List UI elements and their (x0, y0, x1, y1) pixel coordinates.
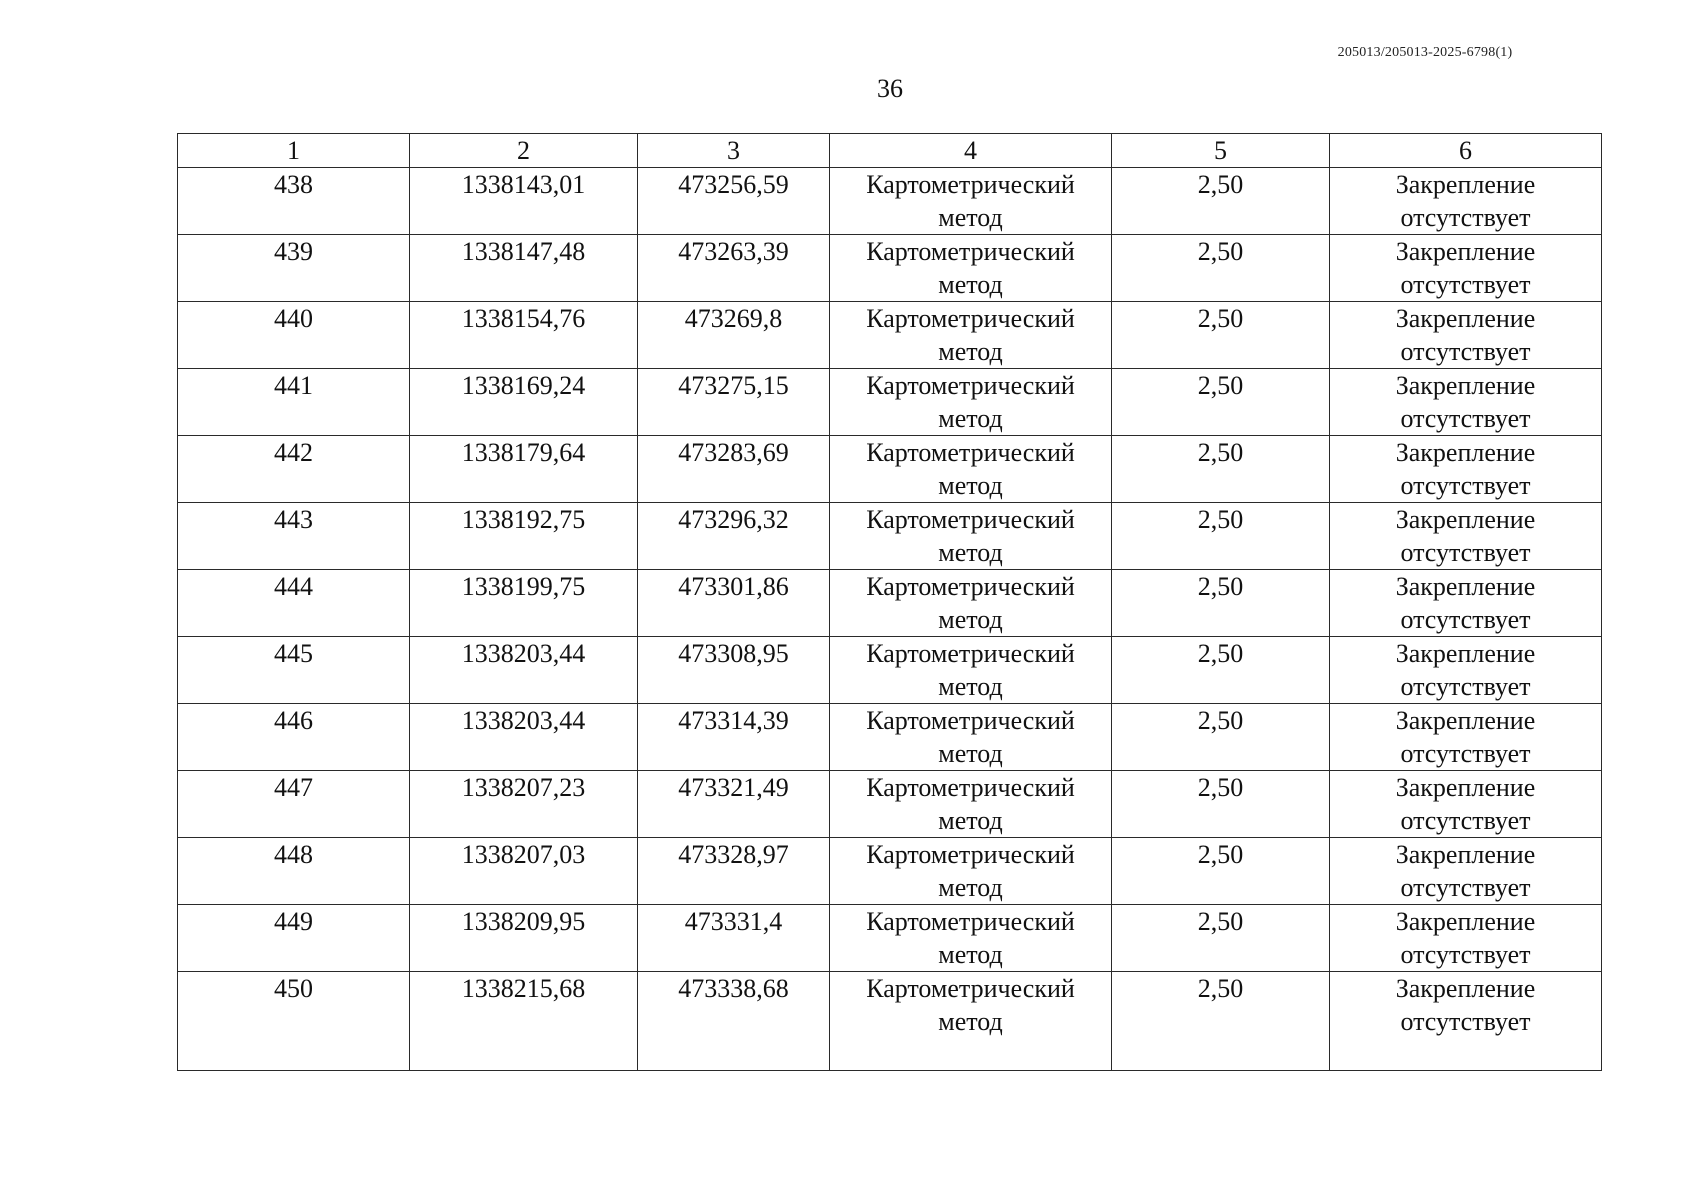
table-row (178, 838, 1602, 905)
y-coordinate-cell-text: 473331,4 (684, 907, 783, 936)
x-coordinate-cell-text: 1338192,75 (461, 505, 586, 534)
coordinates-table (177, 133, 1602, 1071)
point-number-cell-text: 450 (274, 974, 313, 1003)
accuracy-cell-text: 2,50 (1197, 773, 1244, 802)
y-coordinate-cell-text: 473296,32 (678, 505, 789, 534)
method-cell-text: Картометрический (866, 706, 1075, 735)
table-header-row (178, 134, 1602, 168)
y-coordinate-cell (638, 369, 830, 436)
document-id: 205013/205013-2025-6798(1) (1337, 45, 1513, 60)
table-row (178, 436, 1602, 503)
accuracy-cell-text: 2,50 (1197, 438, 1244, 467)
point-number-cell-text: 438 (274, 170, 313, 199)
method-cell-text: метод (938, 806, 1003, 835)
table-row (178, 369, 1602, 436)
fixing-description-cell (1330, 168, 1602, 235)
fixing-description-cell (1330, 838, 1602, 905)
y-coordinate-cell (638, 771, 830, 838)
y-coordinate-cell (638, 905, 830, 972)
point-number-cell-text: 446 (274, 706, 313, 735)
fixing-description-cell (1330, 302, 1602, 369)
y-coordinate-cell-text: 473338,68 (678, 974, 789, 1003)
accuracy-cell-text: 2,50 (1197, 170, 1244, 199)
point-number-cell-text: 442 (274, 438, 313, 467)
y-coordinate-cell (638, 436, 830, 503)
x-coordinate-cell-text: 1338203,44 (461, 706, 586, 735)
method-cell-text: Картометрический (866, 840, 1075, 869)
method-cell-text: Картометрический (866, 974, 1075, 1003)
y-coordinate-cell-text: 473275,15 (678, 371, 789, 400)
point-number-cell (178, 637, 410, 704)
accuracy-cell (1112, 503, 1330, 570)
fixing-description-cell-text: отсутствует (1400, 538, 1531, 567)
accuracy-cell (1112, 972, 1330, 1071)
point-number-cell (178, 570, 410, 637)
method-cell (830, 704, 1112, 771)
fixing-description-cell (1330, 637, 1602, 704)
method-cell-text: Картометрический (866, 907, 1075, 936)
method-cell (830, 168, 1112, 235)
x-coordinate-cell (410, 570, 638, 637)
method-cell-text: Картометрический (866, 170, 1075, 199)
fixing-description-cell-text: Закрепление (1395, 974, 1536, 1003)
point-number-cell-text: 445 (274, 639, 313, 668)
fixing-description-cell (1330, 704, 1602, 771)
accuracy-cell (1112, 436, 1330, 503)
method-cell (830, 369, 1112, 436)
x-coordinate-cell-text: 1338215,68 (461, 974, 586, 1003)
method-cell-text: метод (938, 1007, 1003, 1036)
fixing-description-cell-text: Закрепление (1395, 170, 1536, 199)
point-number-cell-text: 443 (274, 505, 313, 534)
fixing-description-cell-text: отсутствует (1400, 940, 1531, 969)
method-cell-text: Картометрический (866, 237, 1075, 266)
accuracy-cell (1112, 235, 1330, 302)
method-cell-text: Картометрический (866, 639, 1075, 668)
accuracy-cell-text: 2,50 (1197, 304, 1244, 333)
x-coordinate-cell-text: 1338199,75 (461, 572, 586, 601)
table-row (178, 168, 1602, 235)
accuracy-cell-text: 2,50 (1197, 371, 1244, 400)
point-number-cell (178, 235, 410, 302)
x-coordinate-cell-text: 1338179,64 (461, 438, 586, 467)
x-coordinate-cell (410, 704, 638, 771)
method-cell-text: метод (938, 270, 1003, 299)
fixing-description-cell (1330, 235, 1602, 302)
accuracy-cell (1112, 168, 1330, 235)
method-cell (830, 905, 1112, 972)
fixing-description-cell-text: Закрепление (1395, 505, 1536, 534)
column-header: 5 (1112, 134, 1330, 168)
accuracy-cell (1112, 302, 1330, 369)
point-number-cell-text: 439 (274, 237, 313, 266)
method-cell-text: метод (938, 940, 1003, 969)
table-row (178, 972, 1602, 1071)
point-number-cell-text: 444 (274, 572, 313, 601)
table-body (178, 168, 1602, 1071)
x-coordinate-cell (410, 771, 638, 838)
point-number-cell (178, 704, 410, 771)
accuracy-cell-text: 2,50 (1197, 840, 1244, 869)
method-cell (830, 972, 1112, 1071)
column-header: 1 (178, 134, 410, 168)
point-number-cell (178, 972, 410, 1071)
point-number-cell (178, 436, 410, 503)
fixing-description-cell-text: Закрепление (1395, 304, 1536, 333)
accuracy-cell (1112, 369, 1330, 436)
y-coordinate-cell (638, 503, 830, 570)
point-number-cell-text: 447 (274, 773, 313, 802)
y-coordinate-cell (638, 704, 830, 771)
accuracy-cell (1112, 570, 1330, 637)
fixing-description-cell-text: отсутствует (1400, 672, 1531, 701)
method-cell-text: метод (938, 739, 1003, 768)
y-coordinate-cell (638, 168, 830, 235)
y-coordinate-cell-text: 473314,39 (678, 706, 789, 735)
fixing-description-cell (1330, 972, 1602, 1071)
x-coordinate-cell (410, 637, 638, 704)
method-cell-text: метод (938, 203, 1003, 232)
y-coordinate-cell (638, 570, 830, 637)
fixing-description-cell-text: Закрепление (1395, 572, 1536, 601)
fixing-description-cell (1330, 503, 1602, 570)
table-row (178, 771, 1602, 838)
column-header: 3 (638, 134, 830, 168)
fixing-description-cell-text: отсутствует (1400, 471, 1531, 500)
method-cell-text: метод (938, 873, 1003, 902)
x-coordinate-cell (410, 302, 638, 369)
point-number-cell (178, 838, 410, 905)
point-number-cell-text: 449 (274, 907, 313, 936)
method-cell-text: Картометрический (866, 773, 1075, 802)
table-row (178, 235, 1602, 302)
point-number-cell-text: 440 (274, 304, 313, 333)
table-row (178, 302, 1602, 369)
table-row (178, 637, 1602, 704)
column-header: 2 (410, 134, 638, 168)
y-coordinate-cell (638, 235, 830, 302)
table-row (178, 570, 1602, 637)
y-coordinate-cell-text: 473301,86 (678, 572, 789, 601)
method-cell (830, 503, 1112, 570)
fixing-description-cell-text: отсутствует (1400, 270, 1531, 299)
point-number-cell (178, 503, 410, 570)
x-coordinate-cell (410, 972, 638, 1071)
method-cell (830, 436, 1112, 503)
point-number-cell (178, 168, 410, 235)
fixing-description-cell (1330, 570, 1602, 637)
method-cell (830, 771, 1112, 838)
method-cell-text: метод (938, 471, 1003, 500)
accuracy-cell-text: 2,50 (1197, 505, 1244, 534)
point-number-cell-text: 448 (274, 840, 313, 869)
method-cell-text: Картометрический (866, 438, 1075, 467)
y-coordinate-cell-text: 473328,97 (678, 840, 789, 869)
x-coordinate-cell-text: 1338203,44 (461, 639, 586, 668)
point-number-cell-text: 441 (274, 371, 313, 400)
fixing-description-cell-text: Закрепление (1395, 438, 1536, 467)
accuracy-cell-text: 2,50 (1197, 907, 1244, 936)
fixing-description-cell-text: Закрепление (1395, 907, 1536, 936)
y-coordinate-cell (638, 838, 830, 905)
fixing-description-cell (1330, 369, 1602, 436)
x-coordinate-cell (410, 503, 638, 570)
method-cell (830, 302, 1112, 369)
accuracy-cell (1112, 771, 1330, 838)
method-cell-text: метод (938, 672, 1003, 701)
point-number-cell (178, 771, 410, 838)
fixing-description-cell-text: Закрепление (1395, 773, 1536, 802)
point-number-cell (178, 369, 410, 436)
fixing-description-cell (1330, 436, 1602, 503)
fixing-description-cell-text: отсутствует (1400, 1007, 1531, 1036)
y-coordinate-cell-text: 473283,69 (678, 438, 789, 467)
fixing-description-cell-text: Закрепление (1395, 639, 1536, 668)
x-coordinate-cell-text: 1338207,23 (461, 773, 586, 802)
x-coordinate-cell (410, 905, 638, 972)
x-coordinate-cell (410, 369, 638, 436)
method-cell (830, 570, 1112, 637)
x-coordinate-cell-text: 1338143,01 (461, 170, 586, 199)
y-coordinate-cell-text: 473308,95 (678, 639, 789, 668)
fixing-description-cell-text: отсутствует (1400, 739, 1531, 768)
accuracy-cell (1112, 637, 1330, 704)
x-coordinate-cell (410, 838, 638, 905)
y-coordinate-cell-text: 473256,59 (678, 170, 789, 199)
method-cell-text: Картометрический (866, 304, 1075, 333)
table-row (178, 704, 1602, 771)
method-cell (830, 235, 1112, 302)
fixing-description-cell-text: Закрепление (1395, 237, 1536, 266)
accuracy-cell-text: 2,50 (1197, 572, 1244, 601)
fixing-description-cell-text: отсутствует (1400, 203, 1531, 232)
point-number-cell (178, 302, 410, 369)
y-coordinate-cell-text: 473321,49 (678, 773, 789, 802)
fixing-description-cell-text: отсутствует (1400, 873, 1531, 902)
column-header: 4 (830, 134, 1112, 168)
method-cell-text: Картометрический (866, 505, 1075, 534)
x-coordinate-cell (410, 235, 638, 302)
x-coordinate-cell-text: 1338147,48 (461, 237, 586, 266)
y-coordinate-cell-text: 473263,39 (678, 237, 789, 266)
column-header: 6 (1330, 134, 1602, 168)
y-coordinate-cell (638, 302, 830, 369)
y-coordinate-cell (638, 637, 830, 704)
accuracy-cell-text: 2,50 (1197, 974, 1244, 1003)
y-coordinate-cell-text: 473269,8 (684, 304, 783, 333)
method-cell-text: Картометрический (866, 371, 1075, 400)
method-cell-text: метод (938, 404, 1003, 433)
point-number-cell (178, 905, 410, 972)
x-coordinate-cell-text: 1338154,76 (461, 304, 586, 333)
table-row (178, 905, 1602, 972)
fixing-description-cell-text: Закрепление (1395, 840, 1536, 869)
fixing-description-cell-text: Закрепление (1395, 706, 1536, 735)
fixing-description-cell-text: отсутствует (1400, 806, 1531, 835)
accuracy-cell (1112, 704, 1330, 771)
fixing-description-cell (1330, 771, 1602, 838)
accuracy-cell-text: 2,50 (1197, 237, 1244, 266)
method-cell-text: метод (938, 337, 1003, 366)
x-coordinate-cell (410, 168, 638, 235)
method-cell (830, 637, 1112, 704)
accuracy-cell-text: 2,50 (1197, 706, 1244, 735)
fixing-description-cell-text: Закрепление (1395, 371, 1536, 400)
fixing-description-cell-text: отсутствует (1400, 404, 1531, 433)
x-coordinate-cell-text: 1338207,03 (461, 840, 586, 869)
fixing-description-cell (1330, 905, 1602, 972)
x-coordinate-cell (410, 436, 638, 503)
method-cell-text: метод (938, 538, 1003, 567)
method-cell (830, 838, 1112, 905)
y-coordinate-cell (638, 972, 830, 1071)
fixing-description-cell-text: отсутствует (1400, 605, 1531, 634)
accuracy-cell (1112, 838, 1330, 905)
x-coordinate-cell-text: 1338209,95 (461, 907, 586, 936)
method-cell-text: Картометрический (866, 572, 1075, 601)
page-number: 36 (877, 74, 903, 103)
method-cell-text: метод (938, 605, 1003, 634)
table-row (178, 503, 1602, 570)
accuracy-cell (1112, 905, 1330, 972)
accuracy-cell-text: 2,50 (1197, 639, 1244, 668)
fixing-description-cell-text: отсутствует (1400, 337, 1531, 366)
x-coordinate-cell-text: 1338169,24 (461, 371, 586, 400)
